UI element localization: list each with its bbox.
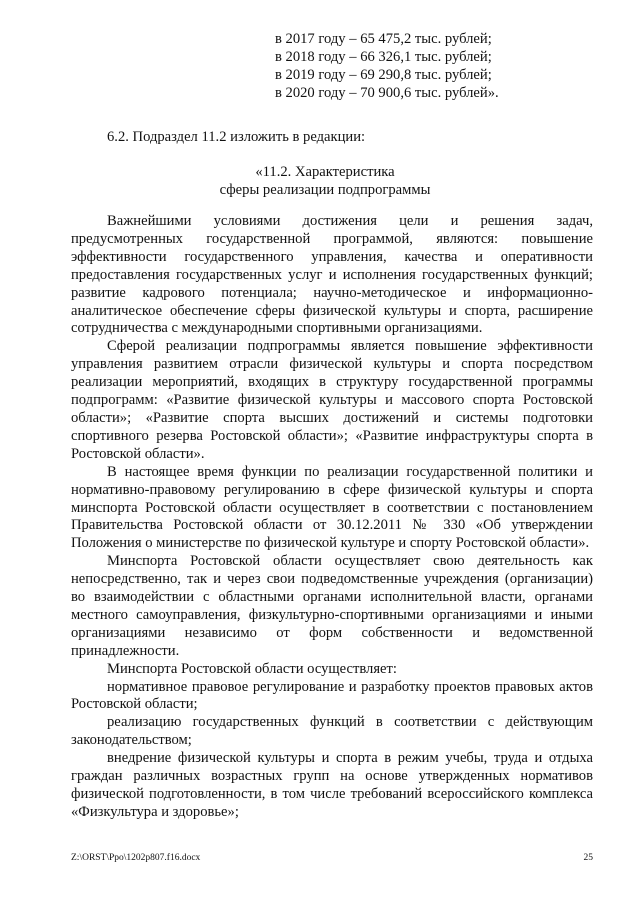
- amount-2019: в 2019 году – 69 290,8 тыс. рублей;: [275, 66, 492, 83]
- heading-line-1: «11.2. Характеристика: [255, 164, 395, 180]
- amount-2018: в 2018 году – 66 326,1 тыс. рублей;: [275, 48, 492, 65]
- funding-amounts-list: [275, 31, 499, 103]
- section-heading: [0, 164, 640, 200]
- paragraph-introduction: внедрение физической культуры и спорта в режим учебы, труда и отдыха граждан различных возрастных групп на основе утвержденных нормативов физической подготовленности, в том числе требований всероссийского комплекса «Физкультура и здоровье»;: [71, 750, 593, 820]
- amount-2017: в 2017 году – 65 475,2 тыс. рублей;: [275, 31, 492, 47]
- paragraph-functions: В настоящее время функции по реализации государственной политики и нормативно-правовому регулированию в сфере физической культуры и спорта минспорта Ростовской области осуществляет в соответствии с постановлением Правительства Ростовской области от 30.12.2011 № 330 «Об утверждении Положения о министерстве по физической культуре и спорту Ростовской области».: [71, 463, 593, 552]
- subsection-note: 6.2. Подраздел 11.2 изложить в редакции:: [107, 129, 366, 145]
- paragraph-performs: Минспорта Ростовской области осуществляет:: [107, 660, 397, 677]
- page-number: 25: [583, 853, 593, 863]
- paragraph-conditions: Важнейшими условиями достижения цели и решения задач, предусмотренных государственной программой, являются: повышение эффективности государственного управления, качества и оперативности предоставления государственных услуг и исполнения государственных функций; развитие кадрового потенциала; научно-методическое и информационно-аналитическое обеспечение сферы физической культуры и спорта, расширение сотрудничества с международными спортивными организациями.: [71, 213, 593, 337]
- footer-file-path: Z:\ORST\Ppo\1202p807.f16.docx: [71, 853, 201, 863]
- paragraph-sphere: Сферой реализации подпрограммы является повышение эффективности управления развитием отрасли физической культуры и спорта посредством реализации мероприятий, входящих в структуру государственной программы подпрограмм: «Развитие физической культуры и массового спорта Ростовской области»; «Развитие спорта высших достижений и системы подготовки спортивного резерва Ростовской области»; «Развитие инфраструктуры спорта в Ростовской области».: [71, 338, 593, 462]
- amount-2020: в 2020 году – 70 900,6 тыс. рублей».: [275, 84, 499, 101]
- paragraph-state-functions: реализацию государственных функций в соответствии с действующим законодательством;: [71, 714, 593, 749]
- document-body: [71, 213, 593, 822]
- heading-line-2: сферы реализации подпрограммы: [219, 181, 431, 198]
- paragraph-activity: Минспорта Ростовской области осуществляет свою деятельность как непосредственно, так и через свои подведомственные учреждения (организации) во взаимодействии с областными органами исполнительной власти, органами местного самоуправления, физкультурно-спортивными организациями и иными организациями независимо от форм собственности и ведомственной принадлежности.: [71, 553, 593, 659]
- paragraph-regulation: нормативное правовое регулирование и разработку проектов правовых актов Ростовской области;: [71, 678, 593, 713]
